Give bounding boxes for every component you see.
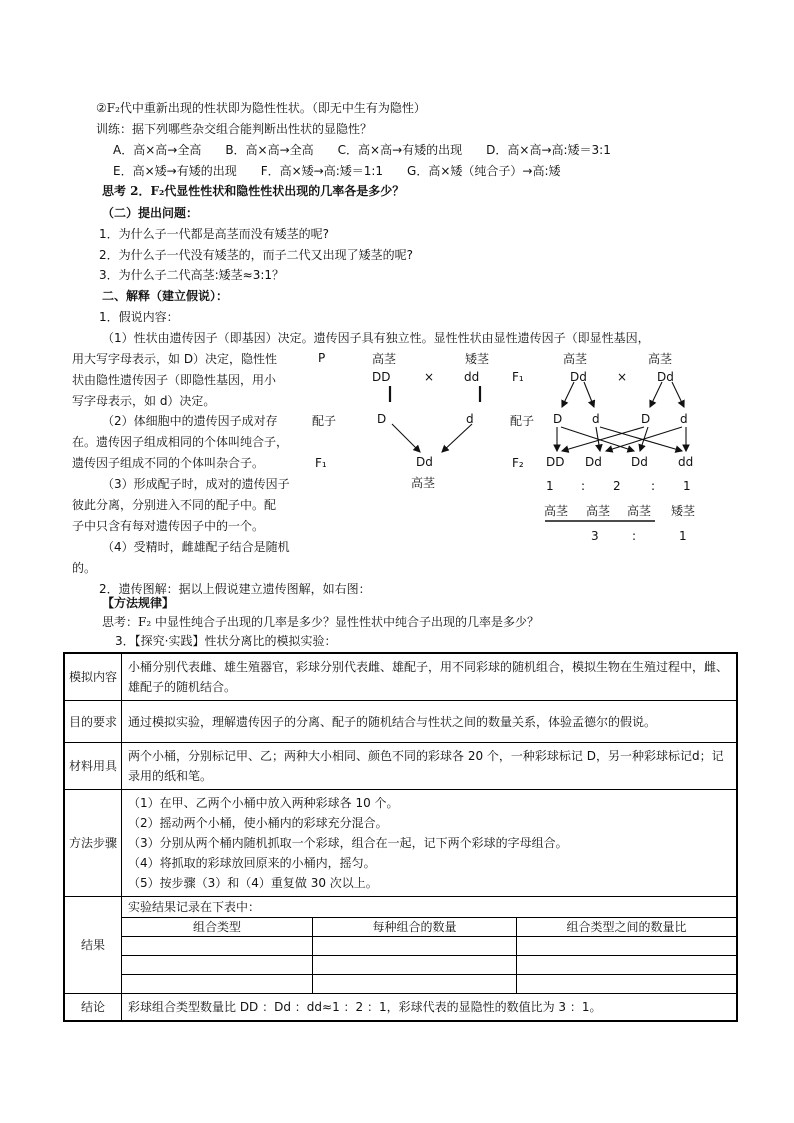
hypothesis-1d: 写字母表示，如 d）决定。 [72,394,216,408]
result-empty-row [122,975,736,994]
result-cell-empty[interactable] [517,975,737,994]
row-text-conclusion: 彩球组合类型数量比 DD ：Dd ：dd≈1 ：2 ：1，彩球代表的显隐性的数值比为 3 ：1。 [122,994,738,1022]
f2-phenotype-tall-1: 高茎 [544,504,569,518]
options-row-2: E．高×矮→有矮的出现 F．高×矮→高:矮＝1:1 G．高×矮（纯合子）→高:矮 [113,164,561,178]
gamete-right-d1: d [592,412,600,426]
f1-phenotype: 高茎 [411,476,436,490]
genotype-dd-lower: dd [464,370,480,384]
f2-label: F₂ [512,456,524,470]
gamete-right-D1: D [553,412,563,426]
f1-parent-tall-2: 高茎 [648,352,673,366]
hypothesis-3c: 子中只含有每对遗传因子中的一个。 [72,519,265,533]
question-1: 1．为什么子一代都是高茎而没有矮茎的呢? [99,227,330,241]
cross-symbol-1: × [424,370,435,384]
result-intro: 实验结果记录在下表中： [128,900,261,914]
result-cell-empty[interactable] [517,956,737,975]
result-cell-empty[interactable] [122,975,313,994]
ratio-colon-1: : [581,479,586,493]
hypothesis-2a: （2）体细胞中的遗传因子成对存 [102,414,278,428]
f1-parent-tall-1: 高茎 [563,352,588,366]
simulation-subheading: 3．【探究·实践】性状分离比的模拟实验： [115,634,337,648]
row-text-simulation: 小桶分别代表雌、雄生殖器官，彩球分别代表雌、雄配子，用不同彩球的随机组合，模拟生物在生殖过程中，雌、雄配子的随机结合。 [122,653,738,701]
result-empty-row [122,937,736,956]
gametes-label-left: 配子 [312,414,337,428]
f2-genotype-Dd-2: Dd [631,455,648,469]
explain-heading: 二、解释（建立假说）： [102,289,229,303]
question-3: 3．为什么子二代高茎:矮茎≈3:1？ [99,268,285,282]
ratio-1: 1 [546,479,554,493]
f2-genotype-dd: dd [678,455,694,469]
gamete-d-lower: d [466,412,474,426]
parent-short-label: 矮茎 [465,352,490,366]
phenotype-ratio-colon: : [632,529,637,543]
gamete-right-D2: D [641,412,651,426]
hypothesis-1a: （1）性状由遗传因子（即基因）决定。遗传因子具有独立性。显性性状由显性遗传因子（即显性基因， [102,331,650,345]
hypothesis-1b: 用大写字母表示，如 D）决定，隐性性 [72,352,278,366]
f1-genotype: Dd [416,455,433,469]
method-heading: 【方法规律】 [102,596,175,610]
f2-phenotype-short: 矮茎 [671,504,696,518]
method-steps [122,790,738,897]
result-empty-row [122,956,736,975]
step-5: （5）按步骤（3）和（4）重复做 30 次以上。 [128,876,378,890]
ratio-colon-2: : [651,479,656,493]
row-head-materials: 材料用具 [64,743,122,790]
hypothesis-3a: （3）形成配子时，成对的遗传因子 [102,477,290,491]
hypothesis-3b: 彼此分离，分别进入不同的配子中。配 [72,498,277,512]
table-row [64,790,737,897]
f2-genotype-DD: DD [546,455,565,469]
phenotype-ratio-3: 3 [591,529,599,543]
f2-phenotype-tall-3: 高茎 [627,504,652,518]
result-cell-empty[interactable] [122,937,313,956]
gametes-label-right: 配子 [510,414,535,428]
row-head-conclusion: 结论 [64,994,122,1022]
table-row [64,701,737,743]
f1-parent-genotype-1: Dd [570,370,587,384]
step-2: （2）摇动两个小桶，使小桶内的彩球充分混合。 [128,816,388,830]
table-row [64,994,737,1022]
row-text-materials: 两个小桶，分别标记甲、乙；两种大小相同、颜色不同的彩球各 20 个，一种彩球标记 D，另一种彩球标记d；记录用的纸和笔。 [122,743,738,790]
genotype-dd-upper: DD [372,370,391,384]
col-combination-type: 组合类型 [122,918,313,937]
question-2: 2．为什么子一代没有矮茎的，而子二代又出现了矮茎的呢? [99,248,414,262]
result-cell-empty[interactable] [313,956,517,975]
row-head-method: 方法步骤 [64,790,122,897]
row-head-simulation: 模拟内容 [64,653,122,701]
phenotype-ratio-1: 1 [679,529,687,543]
result-header-row [122,918,736,937]
questions-heading: （二）提出问题： [102,206,199,220]
result-cell-empty[interactable] [313,937,517,956]
col-combination-count: 每种组合的数量 [313,918,517,937]
result-cell-empty[interactable] [517,937,737,956]
step-3: （3）分别从两个桶内随机抓取一个彩球，组合在一起，记下两个彩球的字母组合。 [128,836,568,850]
diagram-label-p: P [318,351,326,365]
result-cell-empty[interactable] [313,975,517,994]
row-text-purpose: 通过模拟实验，理解遗传因子的分离、配子的随机结合与性状之间的数量关系，体验孟德尔的假说。 [122,701,738,743]
row-head-purpose: 目的要求 [64,701,122,743]
f2-phenotype-tall-2: 高茎 [586,504,611,518]
hypothesis-subheading: 1．假说内容： [99,310,179,324]
ratio-2: 2 [613,479,621,493]
f2-recessive-note: ②F₂代中重新出现的性状即为隐性性状。（即无中生有为隐性） [96,101,426,115]
result-record-table [122,917,736,993]
table-row [64,897,737,994]
row-head-result: 结果 [64,897,122,994]
think-question-2: 思考 2．F₂代显性性状和隐性性状出现的几率各是多少？ [102,184,405,198]
training-prompt: 训练：据下列哪些杂交组合能判断出性状的显隐性？ [96,122,373,136]
method-think-question: 思考：F₂ 中显性纯合子出现的几率是多少？显性性状中纯合子出现的几率是多少？ [102,615,539,629]
options-row-1: A．高×高→全高 B．高×高→全高 C．高×高→有矮的出现 D．高×高→高:矮＝3:1 [113,143,611,157]
hypothesis-4b: 的。 [72,561,97,575]
cross-symbol-2: × [617,370,628,384]
hypothesis-4a: （4）受精时，雌雄配子结合是随机 [102,540,290,554]
experiment-table [63,652,738,1022]
f1-label-right: F₁ [512,370,524,384]
gamete-d-upper: D [377,412,387,426]
f1-parent-genotype-2: Dd [657,370,674,384]
hypothesis-2c: 遗传因子组成不同的个体叫杂合子。 [72,456,265,470]
parent-tall-label: 高茎 [372,352,397,366]
step-1: （1）在甲、乙两个小桶中放入两种彩球各 10 个。 [128,796,399,810]
table-row [64,743,737,790]
hypothesis-1c: 状由隐性遗传因子（即隐性基因，用小 [72,373,277,387]
result-cell-empty[interactable] [122,956,313,975]
table-row [64,653,737,701]
ratio-3: 1 [683,479,691,493]
col-combination-ratio: 组合类型之间的数量比 [517,918,737,937]
step-4: （4）将抓取的彩球放回原来的小桶内，摇匀。 [128,856,376,870]
hypothesis-2b: 在。遗传因子组成相同的个体叫纯合子， [72,435,289,449]
f1-label-left: F₁ [315,456,327,470]
f2-genotype-Dd-1: Dd [585,455,602,469]
genetic-diagram-subheading: 2．遗传图解：据以上假说建立遗传图解，如右图： [99,582,371,596]
result-cell [122,897,738,994]
gamete-right-d2: d [680,412,688,426]
